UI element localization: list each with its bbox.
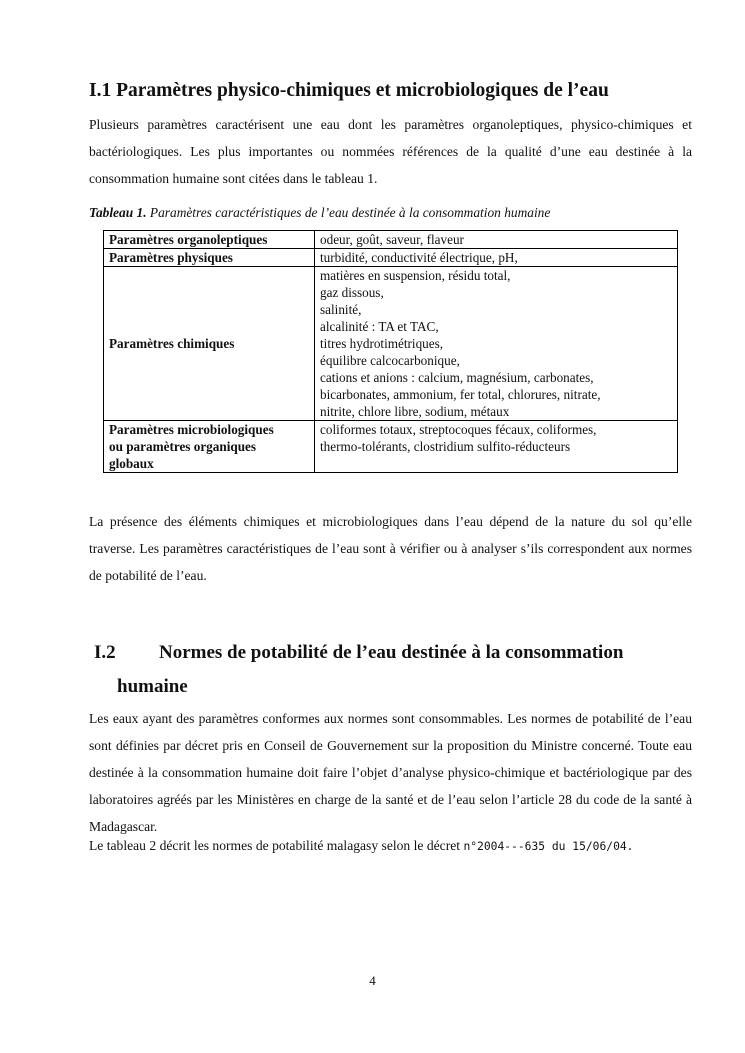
section-2-number: I.2	[94, 642, 116, 663]
table-row	[104, 249, 678, 267]
table-row	[104, 231, 678, 249]
cell-line: équilibre calcocarbonique,	[320, 353, 460, 368]
section-1-intro-paragraph: Plusieurs paramètres caractérisent une eau dont les paramètres organoleptiques, physico-chimiques et bactériologiques. Les plus importantes ou nommées références de la qualité d’une eau destinée à la consommation humaine sont citées dans le tableau 1.	[89, 117, 692, 186]
cell-line: ou paramètres organiques	[109, 439, 257, 454]
cell-line: gaz dissous,	[320, 285, 384, 300]
table-cell-label	[104, 231, 315, 249]
table-1-caption-label: Tableau 1.	[89, 205, 147, 220]
table-cell-label	[104, 267, 315, 421]
cell-line: alcalinité : TA et TAC,	[320, 319, 439, 334]
section-2-last-line	[89, 838, 634, 854]
cell-line: thermo-tolérants, clostridium sulfito-réducteurs	[320, 439, 571, 454]
cell-line: Paramètres physiques	[109, 250, 233, 265]
table-cell-value	[315, 421, 678, 473]
table-1	[103, 230, 678, 473]
cell-line: matières en suspension, résidu total,	[320, 268, 511, 283]
cell-line: Paramètres chimiques	[109, 336, 235, 351]
table-cell-value	[315, 231, 678, 249]
cell-line: turbidité, conductivité électrique, pH,	[320, 250, 518, 265]
cell-line: cations et anions : calcium, magnésium, carbonates,	[320, 370, 594, 385]
cell-line: bicarbonates, ammonium, fer total, chlorures, nitrate,	[320, 387, 601, 402]
table-1-caption	[89, 205, 550, 221]
cell-line: odeur, goût, saveur, flaveur	[320, 232, 464, 247]
table-cell-value	[315, 249, 678, 267]
table-cell-value	[315, 267, 678, 421]
page-number: 4	[369, 973, 376, 988]
cell-line: titres hydrotimétriques,	[320, 336, 444, 351]
cell-line: coliformes totaux, streptocoques fécaux, coliformes,	[320, 422, 597, 437]
section-2-heading-continued: humaine	[117, 676, 188, 697]
cell-line: nitrite, chlore libre, sodium, métaux	[320, 404, 510, 419]
cell-line: globaux	[109, 456, 154, 471]
cell-line: salinité,	[320, 302, 362, 317]
last-line-text: Le tableau 2 décrit les normes de potabilité malagasy selon le décret	[89, 838, 461, 853]
table-cell-label	[104, 249, 315, 267]
table-cell-label	[104, 421, 315, 473]
cell-line: Paramètres organoleptiques	[109, 232, 268, 247]
cell-line: Paramètres microbiologiques	[109, 422, 274, 437]
decree-reference: n°2004---635 du 15/06/04.	[463, 840, 634, 853]
section-2-heading: Normes de potabilité de l’eau destinée à la consommation	[159, 642, 624, 663]
table-1-caption-text: Paramètres caractéristiques de l’eau destinée à la consommation humaine	[149, 205, 551, 220]
after-table-paragraph: La présence des éléments chimiques et microbiologiques dans l’eau dépend de la nature du sol qu’elle traverse. Les paramètres caractéristiques de l’eau sont à vérifier ou à analyser s’ils correspondent aux normes de potabilité de l’eau.	[89, 514, 692, 583]
table-row	[104, 267, 678, 421]
table-row	[104, 421, 678, 473]
section-2-body-paragraph: Les eaux ayant des paramètres conformes aux normes sont consommables. Les normes de potabilité de l’eau sont définies par décret pris en Conseil de Gouvernement sur la proposition du Ministre concerné. Toute eau destinée à la consommation humaine doit faire l’objet d’analyse physico-chimique et bactériologique par des laboratoires agréés par les Ministères en charge de la santé et de l’eau selon l’article 28 du code de la santé à Madagascar.	[89, 711, 692, 834]
section-1-heading: I.1 Paramètres physico-chimiques et microbiologiques de l’eau	[89, 80, 609, 101]
